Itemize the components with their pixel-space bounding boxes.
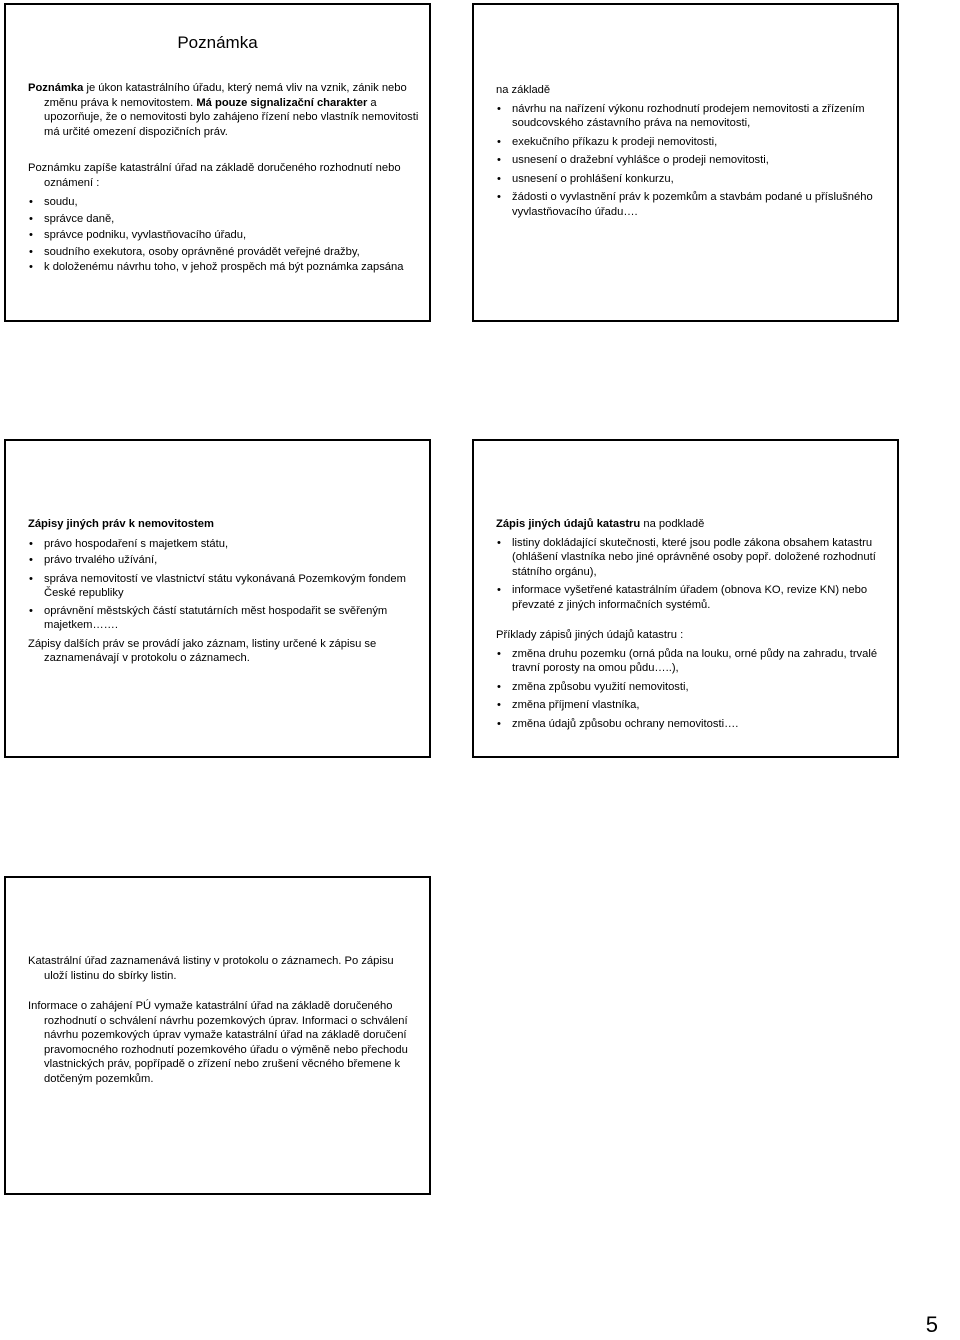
rights-list <box>28 536 420 633</box>
lead-paragraph: na základě <box>496 84 551 96</box>
lead-paragraph: Poznámku zapíše katastrální úřad na základě doručeného rozhodnutí nebo oznámení : <box>28 162 401 189</box>
intro-bold-1: Poznámka <box>28 82 84 94</box>
list-item: • exekučního příkazu k prodeji nemovitosti, <box>496 135 881 150</box>
closing-paragraph: Zápisy dalších práv se provádí jako záznam, listiny určené k zápisu se zaznamenávají v protokolu o záznamech. <box>28 637 377 664</box>
slide-body <box>28 954 413 1086</box>
list-item: • změna údajů způsobu ochrany nemovitosti…. <box>496 717 884 732</box>
slide-protokol-zaznamu <box>4 876 431 1195</box>
list-item: • změna příjmení vlastníka, <box>496 698 884 713</box>
page-number: 5 <box>925 1312 938 1337</box>
authority-list <box>28 194 420 275</box>
slide-body <box>28 81 420 275</box>
list-item: • správce daně, <box>28 211 420 228</box>
slide-body <box>28 517 420 666</box>
list-item: • změna druhu pozemku (orná půda na louku, orné půdy na zahradu, trvalé travní porosty na omou půdu…..), <box>496 647 884 676</box>
slide-body <box>496 517 884 731</box>
slide-heading: Zápisy jiných práv k nemovitostem <box>28 518 214 530</box>
list-item: • žádosti o vyvlastnění práv k pozemkům a stavbám podané u příslušného vyvlastňovacího úřadu…. <box>496 190 881 219</box>
list-item: • návrhu na nařízení výkonu rozhodnutí prodejem nemovitosti a zřízením soudcovského zástavního práva na nemovitosti, <box>496 102 881 131</box>
examples-lead: Příklady zápisů jiných údajů katastru : <box>496 629 684 641</box>
slide-poznamka <box>4 3 431 322</box>
list-item: • listiny dokládající skutečnosti, které jsou podle zákona obsahem katastru (ohlášení vlastníka nebo jiné oprávněné osoby popř. doložené rozhodnutí státního orgánu), <box>496 536 884 580</box>
slide-zapisy-jinych-prav <box>4 439 431 758</box>
intro-bold-2: Má pouze signalizační charakter <box>196 96 368 109</box>
slide-body <box>496 83 881 219</box>
slide-title: Poznámka <box>177 33 258 52</box>
data-sources-list <box>496 536 884 613</box>
slide-heading: Zápis jiných údajů katastru na podkladě <box>496 518 705 530</box>
slide-zapis-jinych-udaju <box>472 439 899 758</box>
list-item: • soudního exekutora, osoby oprávněné provádět veřejné dražby, <box>28 244 420 261</box>
list-item: • právo trvalého užívání, <box>28 552 420 569</box>
list-item: • změna způsobu využití nemovitosti, <box>496 680 884 695</box>
intro-text-1: je úkon katastrálního úřadu, který nemá vliv na vznik, zánik nebo změnu práva k nemovitostem. <box>44 82 407 109</box>
list-item: • usnesení o dražební vyhlášce o prodeji nemovitosti, <box>496 153 881 168</box>
intro-text-2: a upozorňuje, že o nemovitosti bylo zahájeno řízení nebo vlastník nemovitosti má určité omezení dispozičních práv. <box>44 96 419 138</box>
slide-na-zaklade <box>472 3 899 322</box>
list-item: • oprávnění městských částí statutárních měst hospodařit se svěřeným majetkem……. <box>28 604 420 633</box>
list-item: • správce podniku, vyvlastňovacího úřadu, <box>28 227 420 244</box>
list-item: • usnesení o prohlášení konkurzu, <box>496 172 881 187</box>
list-item: • informace vyšetřené katastrálním úřadem (obnova KO, revize KN) nebo převzaté z jiných informačních systémů. <box>496 583 884 612</box>
list-item: • správa nemovitostí ve vlastnictví státu vykonávaná Pozemkovým fondem České republiky <box>28 572 420 601</box>
list-item: • právo hospodaření s majetkem státu, <box>28 536 420 553</box>
paragraph-pozemkove-upravy: Informace o zahájení PÚ vymaže katastrální úřad na základě doručeného rozhodnutí o schválení návrhu pozemkových úprav. Informaci o schválení návrhu pozemkových úprav vymaže katastrální úřad na základě doručení pravomocného rozhodnutí pozemkového úřadu o výměně nebo přechodu vlastnických práv, popřípadě o zřízení nebo zrušení věcného břemene k dotčeným pozemkům. <box>28 1000 408 1085</box>
list-item: • soudu, <box>28 194 420 211</box>
paragraph-listiny: Katastrální úřad zaznamenává listiny v protokolu o záznamech. Po zápisu uloží listinu do sbírky listin. <box>28 955 394 982</box>
list-item: • k doloženému návrhu toho, v jehož prospěch má být poznámka zapsána <box>28 260 420 275</box>
basis-list <box>496 102 881 220</box>
intro-paragraph <box>28 81 420 139</box>
examples-list <box>496 647 884 732</box>
